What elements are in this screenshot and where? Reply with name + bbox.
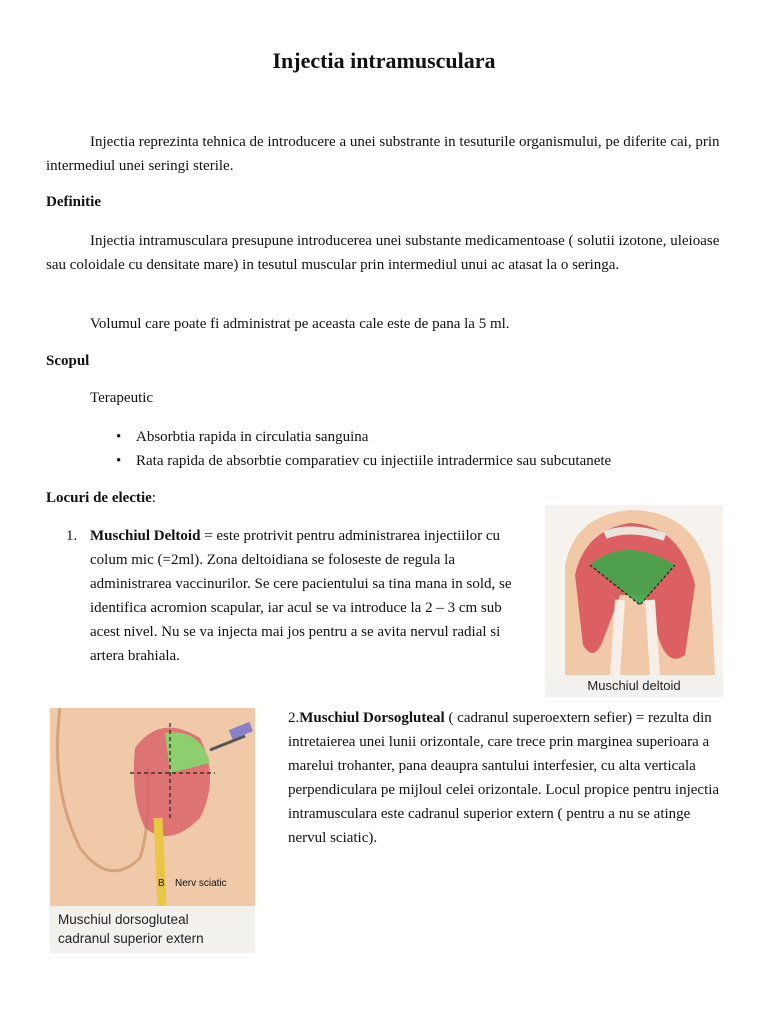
- definition-heading: Definitie: [46, 194, 101, 210]
- fig2-label-nerve: Nerv sciatic: [175, 878, 227, 889]
- bullet-dot-icon: •: [116, 453, 122, 469]
- volume-paragraph: Volumul care poate fi administrat pe aceasta cale este de pana la 5 ml.: [90, 316, 510, 332]
- list-item: • Absorbtia rapida in circulatia sanguina: [112, 425, 732, 449]
- page-title: Injectia intramusculara: [272, 48, 496, 73]
- deltoid-figure: [545, 505, 723, 697]
- scope-heading: Scopul: [46, 353, 90, 369]
- dorsogluteal-illustration: [50, 708, 255, 906]
- list-item: • Rata rapida de absorbtie comparatiev cu injectiile intradermice sau subcutanete: [112, 449, 732, 473]
- site1-number: 1.: [66, 528, 78, 544]
- bullet-dot-icon: •: [116, 429, 122, 445]
- site1-name: Muschiul Deltoid: [90, 528, 201, 544]
- dorsogluteal-caption-line1: Muschiul dorsogluteal: [58, 912, 189, 927]
- dorsogluteal-caption: [58, 910, 253, 948]
- dorsogluteal-caption-line2: cadranul superior extern: [58, 931, 204, 946]
- site2-paragraph: 2.Muschiul Dorsogluteal ( cadranul superoextern sefier) = rezulta din intretaierea unei lunii orizontale, care trece prin marginea superioara a marelui trohanter, pana deaupra santului interfesier, cu alta verticala perpendiculara pe mijloul celei orizontale. Locul propice pentru injectia intramusculara este cadranul superior extern ( pentru a nu se atinge nervul sciatic).: [288, 710, 720, 846]
- site2-name: Muschiul Dorsogluteal: [299, 710, 445, 726]
- sites-heading: Locuri de electie:: [46, 490, 156, 506]
- deltoid-illustration: [545, 505, 723, 675]
- site1-paragraph: Muschiul Deltoid = este protrivit pentru administrarea injectiilor cu colum mic (=2ml). Zona deltoidiana se foloseste de regula la administrarea vaccinurilor. Se cere pacientului sa tina mana in sold, se identifica acromion scapular, iar acul se va introduce la 2 – 3 cm sub acest nivel. Nu se va injecta mai jos pentru a se avita nervul radial si artera brahiala.: [90, 528, 512, 664]
- fig2-label-b: B: [158, 878, 165, 889]
- intro-paragraph: Injectia reprezinta tehnica de introducere a unei substrante in tesuturile organismului, pe diferite cai, prin intermediul unei seringi sterile.: [46, 134, 720, 174]
- dorsogluteal-figure: [50, 708, 255, 953]
- scope-item: Terapeutic: [90, 390, 154, 406]
- deltoid-caption: Muschiul deltoid: [587, 678, 681, 693]
- scope-bullet-list: [112, 425, 732, 473]
- site2-number: 2.: [288, 710, 300, 726]
- definition-paragraph: Injectia intramusculara presupune introducerea unei substante medicamentoase ( solutii izotone, uleioase sau coloidale cu densitate mare) in tesutul muscular prin intermediul unui ac atasat la o seringa.: [46, 233, 720, 273]
